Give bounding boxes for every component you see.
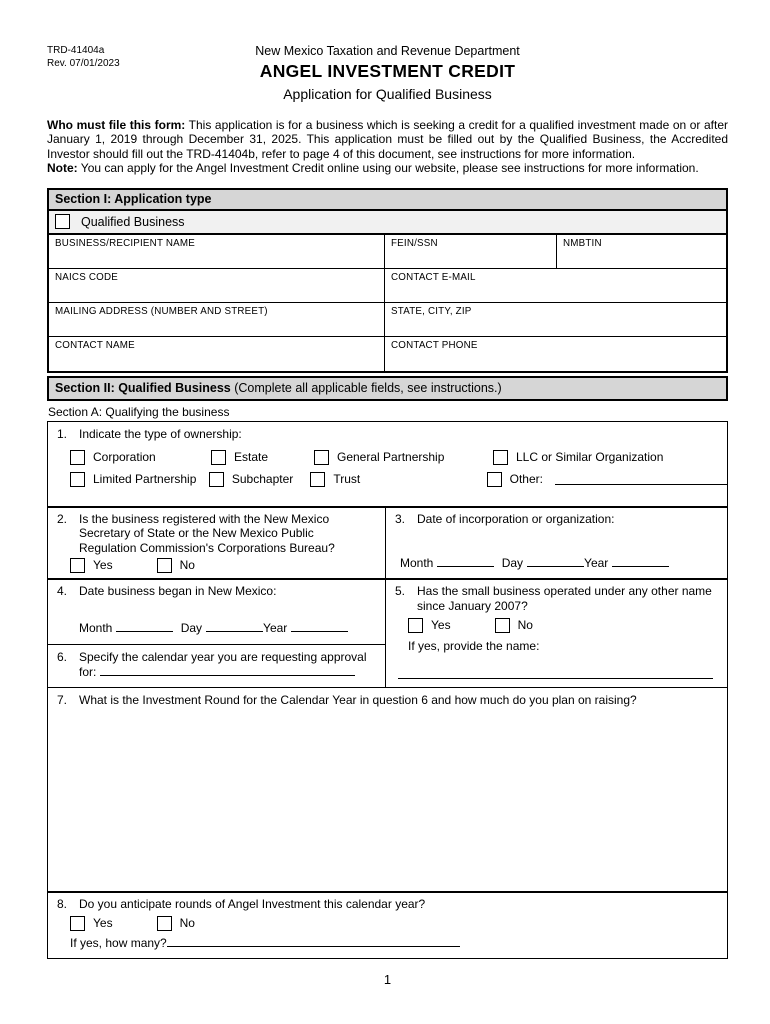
option-corporation — [70, 450, 211, 465]
q4-year-label: Year — [263, 621, 288, 636]
field-nmbtin-label: NMBTIN — [563, 238, 602, 250]
department-name: New Mexico Taxation and Revenue Department — [255, 44, 520, 58]
q5-name-line[interactable] — [398, 668, 713, 679]
q5-yes-option — [408, 618, 451, 633]
question-4-5-6-row — [47, 578, 728, 688]
q4-month-line[interactable] — [116, 621, 173, 632]
q5-no-option — [495, 618, 533, 633]
note-text: You can apply for the Angel Investment Credit online using our website, please see instructions for more information. — [77, 160, 699, 175]
qualified-business-row — [49, 211, 726, 235]
question-1 — [47, 421, 728, 508]
question-4-number: 4. — [57, 584, 68, 599]
question-8-text-row — [48, 892, 727, 911]
question-8-yes-no — [48, 916, 727, 931]
question-3-number: 3. — [395, 512, 406, 526]
field-naics-code-label: NAICS CODE — [55, 272, 118, 284]
table-row — [49, 269, 726, 303]
question-2-text-row — [48, 507, 385, 555]
form-page — [47, 44, 728, 987]
q5-no-checkbox[interactable] — [495, 618, 510, 633]
field-nmbtin[interactable] — [557, 235, 726, 268]
q8-if-yes-label: If yes, how many? — [70, 935, 167, 950]
q8-yes-checkbox[interactable] — [70, 916, 85, 931]
option-trust — [310, 472, 486, 487]
question-4-text-row — [48, 579, 385, 598]
q4-month-label: Month — [79, 621, 113, 636]
page-number: 1 — [383, 972, 392, 988]
who-must-file-label: Who must file this form: — [47, 118, 186, 132]
qualified-business-label: Qualified Business — [81, 214, 185, 229]
q8-yes-label: Yes — [93, 915, 113, 930]
q2-no-label: No — [179, 558, 195, 573]
field-state-city-zip-label: STATE, CITY, ZIP — [391, 306, 472, 318]
question-3-date — [400, 556, 673, 570]
field-contact-name-label: CONTACT NAME — [55, 340, 135, 352]
q2-yes-label: Yes — [93, 558, 113, 573]
q2-yes-option — [70, 558, 113, 573]
field-contact-phone-label: CONTACT PHONE — [391, 340, 478, 352]
q3-month-line[interactable] — [437, 556, 494, 567]
field-state-city-zip[interactable] — [385, 303, 726, 336]
option-llc — [493, 450, 727, 465]
field-fein-ssn-label: FEIN/SSN — [391, 238, 438, 250]
question-8-number: 8. — [57, 897, 68, 912]
question-1-text-row — [48, 422, 727, 441]
who-must-file-text: This application is for a business which is seeking a credit for a qualified investment made on or after January 1, 2019 through December 31, 2025. This application must be filled out by the Qualified Business, the Accredited Investor should fill out the TRD-41404b, refer to page 4 of this document, see instructions for more information. — [47, 118, 729, 161]
table-row — [49, 337, 726, 371]
question-4-label: Date business began in New Mexico: — [79, 584, 277, 599]
form-subtitle: Application for Qualified Business — [283, 86, 492, 102]
field-contact-name[interactable] — [49, 337, 385, 371]
form-title: ANGEL INVESTMENT CREDIT — [259, 61, 516, 81]
option-subchapter — [209, 472, 310, 487]
ownership-options-row1 — [48, 450, 727, 465]
other-label: Other: — [509, 472, 543, 487]
option-estate — [211, 450, 314, 465]
trust-checkbox[interactable] — [310, 472, 325, 487]
form-revision: Rev. 07/01/2023 — [47, 58, 120, 69]
q8-no-checkbox[interactable] — [157, 916, 172, 931]
question-7-number: 7. — [57, 692, 68, 707]
question-2-label: Is the business registered with the New Mexico Secretary of State or the New Mexico Public Regulation Commission's Corporations Bureau? — [79, 512, 335, 555]
q6-year-line[interactable] — [100, 665, 355, 676]
q3-day-label: Day — [501, 555, 524, 570]
question-1-label: Indicate the type of ownership: — [79, 426, 242, 441]
form-number: TRD-41404a — [47, 45, 105, 56]
question-6-text: Specify the calendar year you are requesting approval for: — [79, 650, 367, 679]
q5-yes-checkbox[interactable] — [408, 618, 423, 633]
q2-yes-checkbox[interactable] — [70, 558, 85, 573]
intro-paragraph — [47, 118, 728, 175]
section1-title: Section I: Application type — [55, 192, 212, 207]
estate-checkbox[interactable] — [211, 450, 226, 465]
question-1-number: 1. — [57, 426, 68, 441]
section2-header — [47, 376, 728, 401]
option-other — [487, 472, 727, 487]
field-business-name[interactable] — [49, 235, 385, 268]
llc-checkbox[interactable] — [493, 450, 508, 465]
field-naics-code[interactable] — [49, 269, 385, 302]
form-header — [47, 44, 728, 102]
field-mailing-address[interactable] — [49, 303, 385, 336]
question-2-3-row — [47, 506, 728, 580]
q4-year-line[interactable] — [291, 621, 348, 632]
q3-day-line[interactable] — [527, 556, 584, 567]
qualified-business-checkbox[interactable] — [55, 214, 70, 229]
field-contact-phone[interactable] — [385, 337, 726, 371]
q8-count-line[interactable] — [167, 936, 460, 947]
section2-title: Section II: Qualified Business — [55, 381, 231, 396]
question-5-yes-no — [386, 618, 727, 633]
note-line — [47, 161, 728, 175]
q4-day-line[interactable] — [206, 621, 263, 632]
question-2-yes-no — [48, 558, 385, 573]
table-row — [49, 303, 726, 337]
q2-no-checkbox[interactable] — [157, 558, 172, 573]
limited-partnership-checkbox[interactable] — [70, 472, 85, 487]
general-partnership-label: General Partnership — [337, 450, 445, 465]
question-8-label: Do you anticipate rounds of Angel Investment this calendar year? — [79, 897, 426, 912]
question-5 — [386, 579, 727, 687]
q8-no-option — [157, 916, 195, 931]
question-7-text-row — [48, 688, 727, 707]
question-7 — [47, 687, 728, 893]
question-5-label: Has the small business operated under any other name since January 2007? — [417, 584, 712, 613]
who-must-file — [47, 118, 728, 161]
section-a-label: Section A: Qualifying the business — [48, 405, 230, 420]
limited-partnership-label: Limited Partnership — [93, 472, 197, 487]
corporation-checkbox[interactable] — [70, 450, 85, 465]
field-fein-ssn[interactable] — [385, 235, 557, 268]
q4-day-label: Day — [180, 621, 203, 636]
question-3 — [386, 507, 727, 579]
questions-4-6-column — [48, 579, 386, 687]
question-2-number: 2. — [57, 512, 68, 526]
question-3-label: Date of incorporation or organization: — [417, 512, 615, 526]
field-contact-email[interactable] — [385, 269, 726, 302]
option-limited-partnership — [70, 472, 209, 487]
question-6 — [48, 645, 385, 679]
option-general-partnership — [314, 450, 493, 465]
section1-table — [47, 188, 728, 373]
trust-label: Trust — [333, 472, 361, 487]
question-4 — [48, 579, 385, 645]
corporation-label: Corporation — [93, 450, 156, 465]
estate-label: Estate — [234, 450, 269, 465]
question-6-text-row — [48, 645, 385, 679]
q8-if-yes-row — [48, 936, 727, 950]
question-3-text-row — [386, 507, 727, 526]
q2-no-option — [157, 558, 195, 573]
q3-year-label: Year — [584, 555, 609, 570]
q5-if-yes-label: If yes, provide the name: — [408, 639, 540, 653]
subchapter-checkbox[interactable] — [209, 472, 224, 487]
question-8 — [47, 891, 728, 959]
q5-yes-label: Yes — [431, 618, 451, 633]
q8-no-label: No — [179, 915, 195, 930]
general-partnership-checkbox[interactable] — [314, 450, 329, 465]
section2-title-note: (Complete all applicable fields, see instructions.) — [230, 381, 502, 396]
question-5-text-row — [386, 579, 727, 613]
subchapter-label: Subchapter — [231, 472, 294, 487]
field-contact-email-label: CONTACT E-MAIL — [391, 272, 476, 284]
field-business-name-label: BUSINESS/RECIPIENT NAME — [55, 238, 195, 250]
q7-write-area[interactable] — [48, 722, 727, 892]
q5-no-label: No — [517, 618, 533, 633]
section1-header — [49, 190, 726, 211]
question-4-date — [79, 621, 352, 635]
question-5-number: 5. — [395, 584, 406, 599]
question-7-label: What is the Investment Round for the Calendar Year in question 6 and how much do you plan on raising? — [79, 692, 637, 707]
ownership-options-row2 — [48, 472, 727, 487]
note-label: Note: — [47, 160, 78, 175]
llc-label: LLC or Similar Organization — [516, 450, 664, 465]
table-row — [49, 235, 726, 269]
form-meta — [47, 44, 120, 70]
field-mailing-address-label: MAILING ADDRESS (NUMBER AND STREET) — [55, 306, 268, 318]
question-6-number: 6. — [57, 650, 68, 665]
other-write-line[interactable] — [555, 474, 727, 485]
question-6-label — [79, 650, 377, 679]
question-2 — [48, 507, 386, 579]
q3-year-line[interactable] — [612, 556, 669, 567]
other-checkbox[interactable] — [487, 472, 502, 487]
q3-month-label: Month — [400, 555, 434, 570]
q8-yes-option — [70, 916, 113, 931]
